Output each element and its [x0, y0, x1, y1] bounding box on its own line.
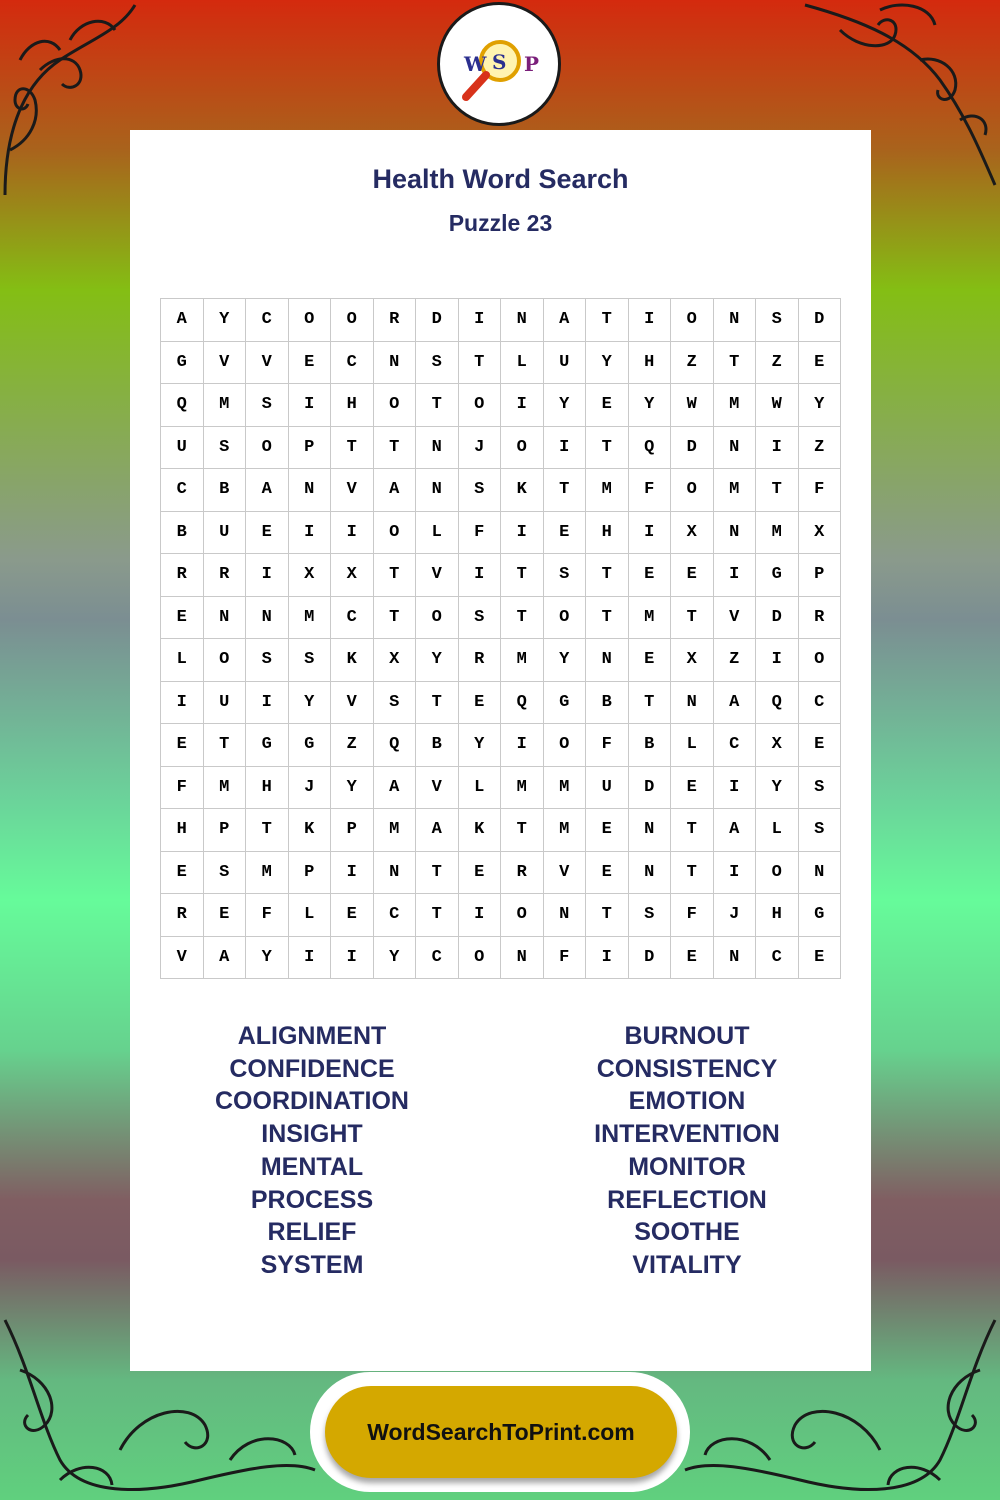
grid-cell[interactable]: L: [416, 512, 459, 555]
letter-grid: [160, 298, 841, 979]
grid-cell[interactable]: N: [799, 852, 842, 895]
grid-cell[interactable]: D: [799, 299, 842, 342]
grid-cell[interactable]: T: [246, 809, 289, 852]
grid-cell[interactable]: Y: [629, 384, 672, 427]
grid-cell[interactable]: T: [416, 894, 459, 937]
grid-cell[interactable]: P: [204, 809, 247, 852]
grid-cell[interactable]: R: [161, 894, 204, 937]
grid-cell[interactable]: U: [161, 427, 204, 470]
grid-cell[interactable]: J: [289, 767, 332, 810]
word-list-item: PROCESS: [250, 1185, 374, 1214]
grid-cell[interactable]: O: [756, 852, 799, 895]
grid-cell[interactable]: I: [246, 554, 289, 597]
grid-cell[interactable]: D: [629, 767, 672, 810]
grid-cell[interactable]: I: [501, 512, 544, 555]
grid-cell[interactable]: N: [714, 299, 757, 342]
grid-cell[interactable]: O: [459, 384, 502, 427]
grid-cell[interactable]: U: [544, 342, 587, 385]
grid-cell[interactable]: F: [246, 894, 289, 937]
grid-cell[interactable]: N: [204, 597, 247, 640]
grid-cell[interactable]: M: [289, 597, 332, 640]
grid-cell[interactable]: G: [289, 724, 332, 767]
grid-cell[interactable]: K: [459, 809, 502, 852]
grid-cell[interactable]: Y: [204, 299, 247, 342]
grid-cell[interactable]: L: [459, 767, 502, 810]
grid-cell[interactable]: A: [374, 469, 417, 512]
grid-cell[interactable]: Y: [459, 724, 502, 767]
grid-cell[interactable]: A: [416, 809, 459, 852]
grid-cell[interactable]: H: [629, 342, 672, 385]
corner-ornament-top-left: [0, 0, 140, 200]
grid-cell[interactable]: E: [246, 512, 289, 555]
grid-cell[interactable]: I: [586, 937, 629, 980]
grid-cell[interactable]: V: [204, 342, 247, 385]
grid-cell[interactable]: R: [161, 554, 204, 597]
grid-cell[interactable]: I: [501, 384, 544, 427]
grid-cell[interactable]: O: [416, 597, 459, 640]
website-link[interactable]: WordSearchToPrint.com: [325, 1386, 677, 1478]
grid-cell[interactable]: X: [756, 724, 799, 767]
word-list-item: COORDINATION: [215, 1087, 409, 1116]
grid-cell[interactable]: L: [501, 342, 544, 385]
grid-cell[interactable]: B: [416, 724, 459, 767]
grid-cell[interactable]: C: [246, 299, 289, 342]
word-list-item: REFLECTION: [607, 1185, 767, 1214]
grid-cell[interactable]: F: [161, 767, 204, 810]
grid-cell[interactable]: F: [459, 512, 502, 555]
grid-cell[interactable]: N: [714, 937, 757, 980]
grid-cell[interactable]: I: [289, 937, 332, 980]
grid-cell[interactable]: S: [459, 469, 502, 512]
grid-cell[interactable]: I: [756, 427, 799, 470]
grid-cell[interactable]: I: [756, 639, 799, 682]
grid-cell[interactable]: Y: [416, 639, 459, 682]
grid-cell[interactable]: H: [586, 512, 629, 555]
grid-cell[interactable]: T: [756, 469, 799, 512]
grid-cell[interactable]: S: [374, 682, 417, 725]
grid-cell[interactable]: V: [331, 682, 374, 725]
word-list-item: EMOTION: [628, 1087, 746, 1116]
grid-cell[interactable]: T: [586, 427, 629, 470]
grid-cell[interactable]: X: [374, 639, 417, 682]
grid-cell[interactable]: L: [289, 894, 332, 937]
grid-cell[interactable]: Y: [544, 384, 587, 427]
grid-cell[interactable]: H: [756, 894, 799, 937]
grid-cell[interactable]: S: [544, 554, 587, 597]
grid-cell[interactable]: B: [204, 469, 247, 512]
grid-cell[interactable]: I: [629, 299, 672, 342]
grid-cell[interactable]: O: [501, 427, 544, 470]
logo-letter-p: P: [524, 52, 540, 76]
grid-cell[interactable]: H: [161, 809, 204, 852]
grid-cell[interactable]: R: [501, 852, 544, 895]
grid-cell[interactable]: Y: [799, 384, 842, 427]
grid-cell[interactable]: F: [671, 894, 714, 937]
grid-cell[interactable]: V: [246, 342, 289, 385]
grid-cell[interactable]: I: [459, 299, 502, 342]
grid-cell[interactable]: I: [714, 767, 757, 810]
grid-cell[interactable]: S: [799, 767, 842, 810]
word-list-item: SOOTHE: [634, 1218, 740, 1247]
grid-cell[interactable]: N: [246, 597, 289, 640]
grid-cell[interactable]: E: [671, 554, 714, 597]
word-list-left: [192, 1020, 432, 1282]
grid-cell[interactable]: T: [629, 682, 672, 725]
grid-cell[interactable]: I: [246, 682, 289, 725]
grid-cell[interactable]: F: [799, 469, 842, 512]
grid-cell[interactable]: D: [756, 597, 799, 640]
grid-cell[interactable]: O: [289, 299, 332, 342]
grid-cell[interactable]: P: [289, 852, 332, 895]
grid-cell[interactable]: E: [331, 894, 374, 937]
grid-cell[interactable]: T: [374, 597, 417, 640]
grid-cell[interactable]: Y: [586, 342, 629, 385]
grid-cell[interactable]: A: [161, 299, 204, 342]
grid-cell[interactable]: O: [671, 469, 714, 512]
grid-cell[interactable]: D: [629, 937, 672, 980]
grid-cell[interactable]: I: [459, 894, 502, 937]
grid-cell[interactable]: H: [331, 384, 374, 427]
grid-cell[interactable]: S: [459, 597, 502, 640]
grid-cell[interactable]: N: [501, 299, 544, 342]
grid-cell[interactable]: I: [331, 512, 374, 555]
grid-cell[interactable]: B: [586, 682, 629, 725]
grid-cell[interactable]: Y: [331, 767, 374, 810]
grid-cell[interactable]: E: [629, 554, 672, 597]
word-list-item: RELIEF: [267, 1218, 357, 1247]
grid-cell[interactable]: V: [161, 937, 204, 980]
grid-cell[interactable]: N: [416, 469, 459, 512]
grid-cell[interactable]: B: [629, 724, 672, 767]
grid-cell[interactable]: T: [586, 554, 629, 597]
grid-cell[interactable]: O: [799, 639, 842, 682]
grid-cell[interactable]: A: [714, 809, 757, 852]
grid-cell[interactable]: O: [374, 512, 417, 555]
grid-cell[interactable]: E: [459, 852, 502, 895]
grid-cell[interactable]: S: [204, 427, 247, 470]
grid-cell[interactable]: Z: [331, 724, 374, 767]
grid-cell[interactable]: I: [459, 554, 502, 597]
grid-cell[interactable]: N: [714, 512, 757, 555]
grid-cell[interactable]: I: [544, 427, 587, 470]
grid-cell[interactable]: S: [756, 299, 799, 342]
grid-cell[interactable]: Q: [756, 682, 799, 725]
grid-cell[interactable]: E: [586, 809, 629, 852]
grid-cell[interactable]: C: [756, 937, 799, 980]
grid-cell[interactable]: M: [246, 852, 289, 895]
grid-cell[interactable]: Y: [756, 767, 799, 810]
grid-cell[interactable]: F: [629, 469, 672, 512]
word-list-right: [567, 1020, 807, 1282]
grid-cell[interactable]: J: [714, 894, 757, 937]
grid-cell[interactable]: M: [629, 597, 672, 640]
logo-letter-s: S: [492, 50, 507, 74]
grid-cell[interactable]: Y: [289, 682, 332, 725]
grid-cell[interactable]: C: [161, 469, 204, 512]
magnifier-icon: [440, 5, 558, 123]
grid-cell[interactable]: M: [501, 639, 544, 682]
grid-cell[interactable]: S: [289, 639, 332, 682]
grid-cell[interactable]: N: [629, 852, 672, 895]
grid-cell[interactable]: A: [714, 682, 757, 725]
grid-cell[interactable]: B: [161, 512, 204, 555]
grid-cell[interactable]: K: [331, 639, 374, 682]
grid-cell[interactable]: M: [714, 384, 757, 427]
grid-cell[interactable]: N: [629, 809, 672, 852]
grid-cell[interactable]: E: [586, 852, 629, 895]
grid-cell[interactable]: W: [671, 384, 714, 427]
grid-cell[interactable]: R: [799, 597, 842, 640]
word-list-item: MONITOR: [628, 1152, 746, 1181]
grid-cell[interactable]: M: [544, 767, 587, 810]
grid-cell[interactable]: C: [416, 937, 459, 980]
grid-cell[interactable]: E: [204, 894, 247, 937]
grid-cell[interactable]: V: [331, 469, 374, 512]
grid-cell[interactable]: N: [714, 427, 757, 470]
grid-cell[interactable]: E: [289, 342, 332, 385]
grid-cell[interactable]: S: [204, 852, 247, 895]
grid-cell[interactable]: G: [756, 554, 799, 597]
grid-cell[interactable]: V: [544, 852, 587, 895]
grid-cell[interactable]: S: [416, 342, 459, 385]
grid-cell[interactable]: T: [204, 724, 247, 767]
page-title: Health Word Search: [372, 164, 629, 194]
grid-cell[interactable]: O: [246, 427, 289, 470]
grid-cell[interactable]: C: [374, 894, 417, 937]
grid-cell[interactable]: N: [289, 469, 332, 512]
grid-cell[interactable]: C: [799, 682, 842, 725]
grid-cell[interactable]: Y: [246, 937, 289, 980]
grid-cell[interactable]: T: [416, 852, 459, 895]
grid-cell[interactable]: T: [501, 597, 544, 640]
grid-cell[interactable]: C: [331, 342, 374, 385]
grid-cell[interactable]: O: [204, 639, 247, 682]
grid-cell[interactable]: V: [416, 554, 459, 597]
grid-cell[interactable]: A: [204, 937, 247, 980]
grid-cell[interactable]: T: [586, 597, 629, 640]
grid-cell[interactable]: D: [671, 427, 714, 470]
grid-cell[interactable]: A: [246, 469, 289, 512]
grid-cell[interactable]: Q: [374, 724, 417, 767]
grid-cell[interactable]: E: [671, 767, 714, 810]
grid-cell[interactable]: T: [331, 427, 374, 470]
grid-cell[interactable]: P: [289, 427, 332, 470]
grid-cell[interactable]: I: [714, 554, 757, 597]
grid-cell[interactable]: O: [501, 894, 544, 937]
grid-cell[interactable]: S: [246, 639, 289, 682]
grid-cell[interactable]: T: [501, 554, 544, 597]
word-list-item: MENTAL: [260, 1152, 364, 1181]
word-list-item: VITALITY: [632, 1250, 742, 1279]
grid-cell[interactable]: U: [204, 682, 247, 725]
grid-cell[interactable]: Z: [756, 342, 799, 385]
grid-cell[interactable]: E: [799, 342, 842, 385]
grid-cell[interactable]: E: [586, 384, 629, 427]
grid-cell[interactable]: I: [161, 682, 204, 725]
grid-cell[interactable]: M: [374, 809, 417, 852]
grid-cell[interactable]: N: [671, 682, 714, 725]
grid-cell[interactable]: E: [799, 724, 842, 767]
grid-cell[interactable]: K: [501, 469, 544, 512]
grid-cell[interactable]: R: [459, 639, 502, 682]
grid-cell[interactable]: F: [586, 724, 629, 767]
grid-cell[interactable]: C: [714, 724, 757, 767]
grid-cell[interactable]: S: [629, 894, 672, 937]
grid-cell[interactable]: T: [416, 682, 459, 725]
grid-cell[interactable]: M: [714, 469, 757, 512]
word-list-item: CONSISTENCY: [596, 1054, 778, 1083]
grid-cell[interactable]: C: [331, 597, 374, 640]
grid-cell[interactable]: S: [246, 384, 289, 427]
grid-cell[interactable]: E: [161, 852, 204, 895]
grid-cell[interactable]: Q: [629, 427, 672, 470]
grid-cell[interactable]: X: [671, 639, 714, 682]
grid-cell[interactable]: X: [799, 512, 842, 555]
grid-cell[interactable]: X: [331, 554, 374, 597]
grid-cell[interactable]: T: [671, 852, 714, 895]
grid-cell[interactable]: M: [544, 809, 587, 852]
grid-cell[interactable]: W: [756, 384, 799, 427]
grid-cell[interactable]: N: [544, 894, 587, 937]
grid-cell[interactable]: A: [374, 767, 417, 810]
grid-cell[interactable]: T: [374, 554, 417, 597]
grid-cell[interactable]: U: [204, 512, 247, 555]
grid-cell[interactable]: N: [586, 639, 629, 682]
grid-cell[interactable]: V: [416, 767, 459, 810]
grid-cell[interactable]: Z: [671, 342, 714, 385]
grid-cell[interactable]: T: [586, 299, 629, 342]
grid-cell[interactable]: X: [289, 554, 332, 597]
grid-cell[interactable]: Q: [161, 384, 204, 427]
grid-cell[interactable]: R: [374, 299, 417, 342]
grid-cell[interactable]: F: [544, 937, 587, 980]
grid-cell[interactable]: N: [501, 937, 544, 980]
grid-cell[interactable]: T: [714, 342, 757, 385]
word-list-item: ALIGNMENT: [237, 1022, 387, 1050]
word-list-item: INSIGHT: [261, 1120, 363, 1149]
grid-cell[interactable]: E: [161, 597, 204, 640]
grid-cell[interactable]: T: [544, 469, 587, 512]
grid-cell[interactable]: T: [671, 809, 714, 852]
wsp-logo[interactable]: [437, 2, 561, 126]
grid-cell[interactable]: D: [416, 299, 459, 342]
word-list-item: BURNOUT: [624, 1022, 750, 1050]
grid-cell[interactable]: I: [289, 384, 332, 427]
grid-cell[interactable]: O: [544, 597, 587, 640]
grid-cell[interactable]: Y: [544, 639, 587, 682]
word-list-item: SYSTEM: [260, 1250, 364, 1279]
grid-cell[interactable]: M: [204, 384, 247, 427]
grid-cell[interactable]: E: [629, 639, 672, 682]
grid-cell[interactable]: Z: [714, 639, 757, 682]
grid-cell[interactable]: O: [459, 937, 502, 980]
grid-cell[interactable]: T: [501, 809, 544, 852]
grid-cell[interactable]: E: [544, 512, 587, 555]
grid-cell[interactable]: I: [714, 852, 757, 895]
grid-cell[interactable]: O: [331, 299, 374, 342]
grid-cell[interactable]: N: [374, 342, 417, 385]
grid-cell[interactable]: P: [799, 554, 842, 597]
grid-cell[interactable]: L: [161, 639, 204, 682]
word-list-item: INTERVENTION: [594, 1120, 780, 1149]
grid-cell[interactable]: X: [671, 512, 714, 555]
grid-cell[interactable]: V: [714, 597, 757, 640]
grid-cell[interactable]: P: [331, 809, 374, 852]
grid-cell[interactable]: T: [416, 384, 459, 427]
grid-cell[interactable]: I: [501, 724, 544, 767]
grid-cell[interactable]: Z: [799, 427, 842, 470]
grid-cell[interactable]: G: [246, 724, 289, 767]
puzzle-card: [130, 130, 871, 1371]
grid-cell[interactable]: G: [544, 682, 587, 725]
grid-cell[interactable]: M: [501, 767, 544, 810]
grid-cell[interactable]: L: [756, 809, 799, 852]
grid-cell[interactable]: G: [161, 342, 204, 385]
grid-cell[interactable]: I: [289, 512, 332, 555]
grid-cell[interactable]: I: [331, 937, 374, 980]
grid-cell[interactable]: N: [374, 852, 417, 895]
grid-cell[interactable]: R: [204, 554, 247, 597]
footer-banner-frame: [310, 1372, 690, 1492]
grid-cell[interactable]: O: [671, 299, 714, 342]
puzzle-number: Puzzle 23: [448, 210, 553, 236]
grid-cell[interactable]: T: [586, 894, 629, 937]
grid-cell[interactable]: A: [544, 299, 587, 342]
grid-cell[interactable]: T: [374, 427, 417, 470]
word-list-item: CONFIDENCE: [229, 1054, 395, 1083]
grid-cell[interactable]: E: [799, 937, 842, 980]
grid-cell[interactable]: I: [331, 852, 374, 895]
grid-cell[interactable]: T: [671, 597, 714, 640]
grid-cell[interactable]: G: [799, 894, 842, 937]
logo-letter-w: W: [464, 52, 487, 76]
grid-cell[interactable]: Y: [374, 937, 417, 980]
grid-cell[interactable]: M: [756, 512, 799, 555]
grid-cell[interactable]: E: [459, 682, 502, 725]
grid-cell[interactable]: H: [246, 767, 289, 810]
grid-cell[interactable]: L: [671, 724, 714, 767]
grid-cell[interactable]: U: [586, 767, 629, 810]
grid-cell[interactable]: O: [544, 724, 587, 767]
grid-cell[interactable]: J: [459, 427, 502, 470]
grid-cell[interactable]: O: [374, 384, 417, 427]
grid-cell[interactable]: T: [459, 342, 502, 385]
grid-cell[interactable]: Q: [501, 682, 544, 725]
grid-cell[interactable]: N: [416, 427, 459, 470]
grid-cell[interactable]: M: [204, 767, 247, 810]
grid-cell[interactable]: E: [671, 937, 714, 980]
grid-cell[interactable]: K: [289, 809, 332, 852]
grid-cell[interactable]: I: [629, 512, 672, 555]
grid-cell[interactable]: E: [161, 724, 204, 767]
grid-cell[interactable]: M: [586, 469, 629, 512]
grid-cell[interactable]: S: [799, 809, 842, 852]
